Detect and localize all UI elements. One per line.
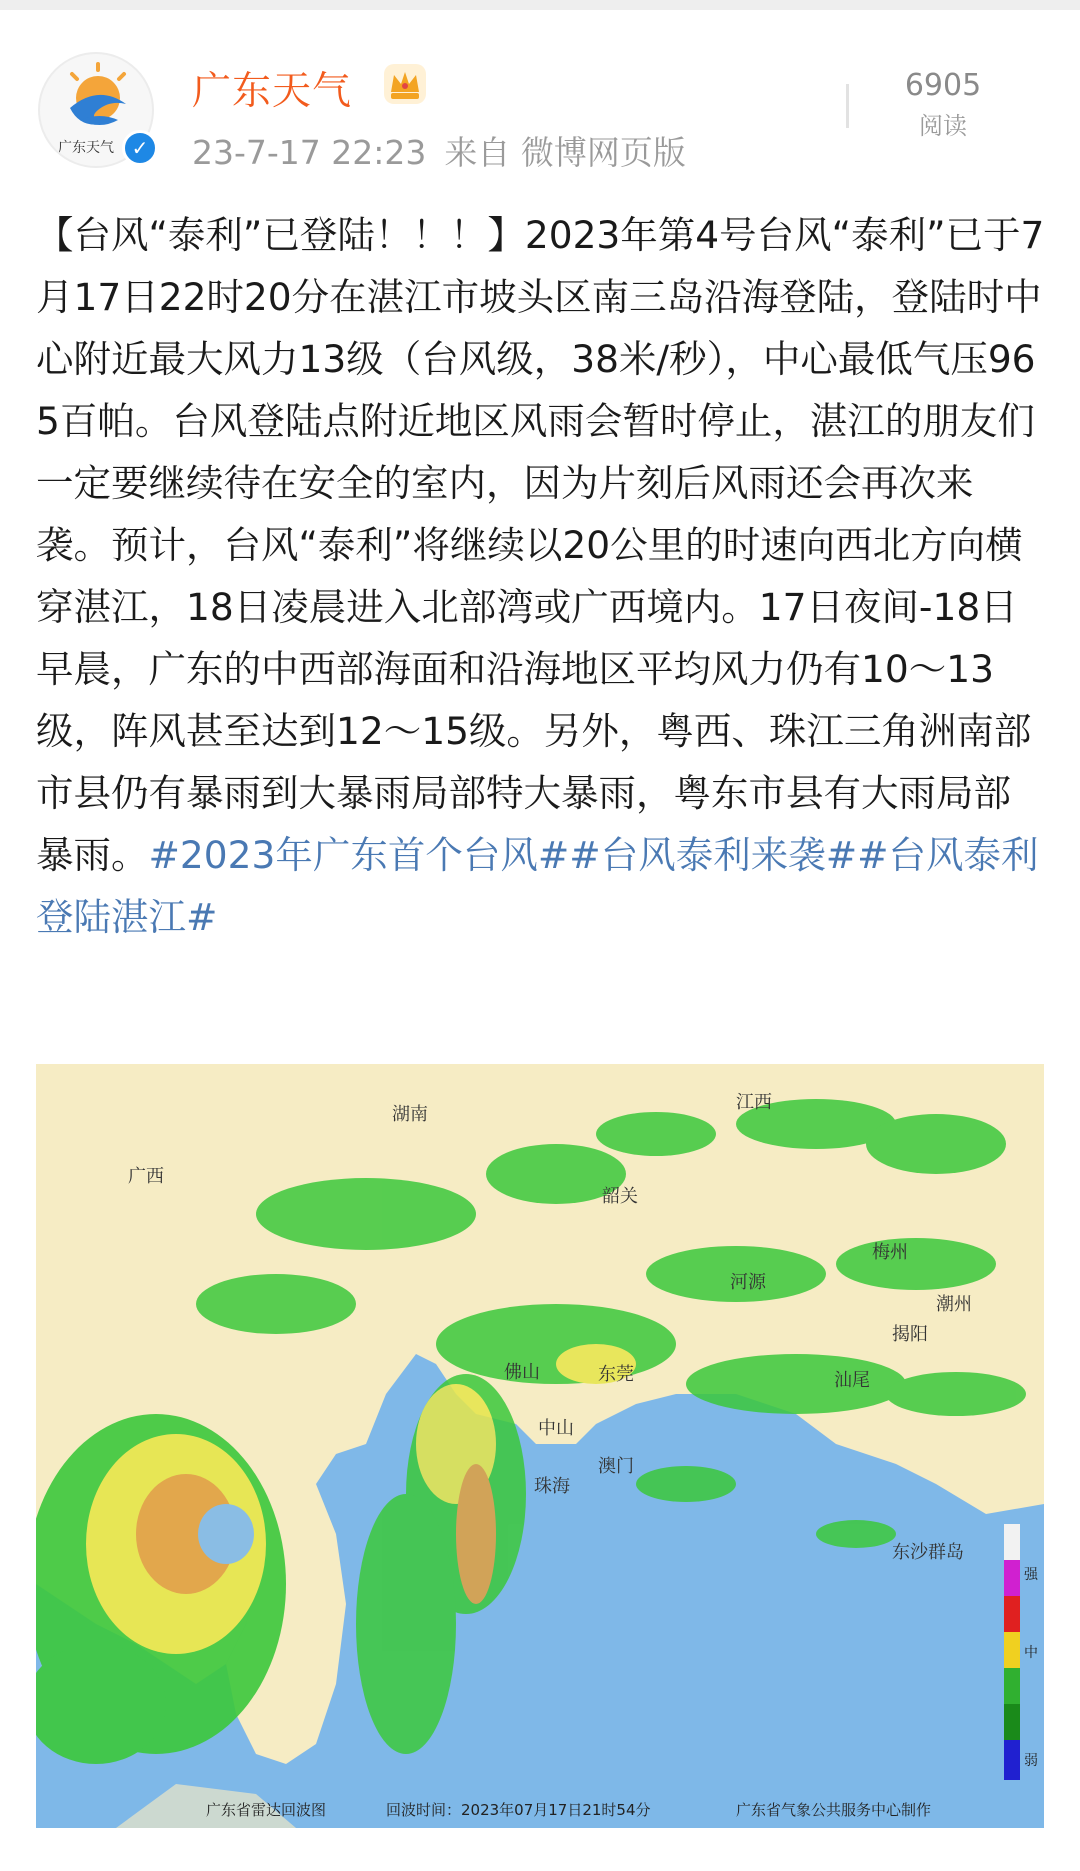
map-label: 广西 <box>128 1166 164 1187</box>
avatar-label: 广东天气 <box>58 140 114 156</box>
radar-caption-credit: 广东省气象公共服务中心制作 <box>736 1801 932 1819</box>
map-label: 河源 <box>730 1272 766 1293</box>
hashtag-link[interactable]: #2023年广东首个台风# <box>148 833 570 877</box>
post-body <box>36 204 1046 948</box>
post-source: 来自 微博网页版 <box>444 133 686 172</box>
map-label: 珠海 <box>534 1476 570 1497</box>
post-date: 23-7-17 22:23 <box>192 133 427 172</box>
map-label: 揭阳 <box>892 1324 928 1345</box>
map-label: 梅州 <box>872 1242 908 1263</box>
radar-caption-title: 广东省雷达回波图 <box>206 1801 327 1819</box>
post-body-text: 【台风“泰利”已登陆！！！】2023年第4号台风“泰利”已于7月17日22时20分在湛江市坡头区南三岛沿海登陆，登陆时中心附近最大风力13级（台风级，38米/秒），中心最低气压965百帕。台风登陆点附近地区风雨会暂时停止，湛江的朋友们一定要继续待在安全的室内，因为片刻后风雨还会再次来袭。预计，台风“泰利”将继续以20公里的时速向西北方向横穿湛江，18日凌晨进入北部湾或广西境内。17日夜间-18日早晨，广东的中西部海面和沿海地区平均风力仍有10～13级，阵风甚至达到12～15级。另外，粤西、珠江三角洲南部市县仍有暴雨到大暴雨局部特大暴雨，粤东市县有大雨局部暴雨。 <box>36 213 1045 877</box>
read-label: 阅读 <box>919 112 967 140</box>
map-label: 江西 <box>736 1092 772 1113</box>
map-label: 东莞 <box>598 1364 634 1385</box>
avatar[interactable] <box>38 52 154 168</box>
map-label: 东沙群岛 <box>892 1542 964 1563</box>
crown-icon <box>382 62 428 106</box>
map-label: 韶关 <box>602 1186 638 1207</box>
map-label: 湖南 <box>392 1104 428 1125</box>
read-count: 6905 <box>904 68 982 103</box>
hashtag-link[interactable]: #台风泰利来袭# <box>569 833 858 877</box>
map-label: 潮州 <box>936 1294 972 1315</box>
legend-medium: 中 <box>1024 1645 1038 1661</box>
map-label: 澳门 <box>598 1456 634 1477</box>
map-label: 佛山 <box>504 1362 540 1383</box>
post-meta <box>192 127 704 174</box>
header-divider <box>846 84 849 128</box>
verified-badge-icon: ✓ <box>122 130 158 166</box>
username[interactable]: 广东天气 <box>192 69 353 114</box>
legend-strong: 强 <box>1024 1567 1038 1583</box>
radar-echo-image[interactable] <box>36 1064 1044 1828</box>
top-separator <box>0 0 1080 10</box>
legend-weak: 弱 <box>1024 1753 1038 1769</box>
radar-map <box>36 1064 1044 1828</box>
hashtag-link[interactable]: #台风泰利登陆湛江# <box>36 833 1039 939</box>
map-label: 汕尾 <box>834 1370 870 1391</box>
radar-caption-time: 回波时间：2023年07月17日21时54分 <box>386 1801 651 1819</box>
map-label: 中山 <box>538 1418 574 1439</box>
